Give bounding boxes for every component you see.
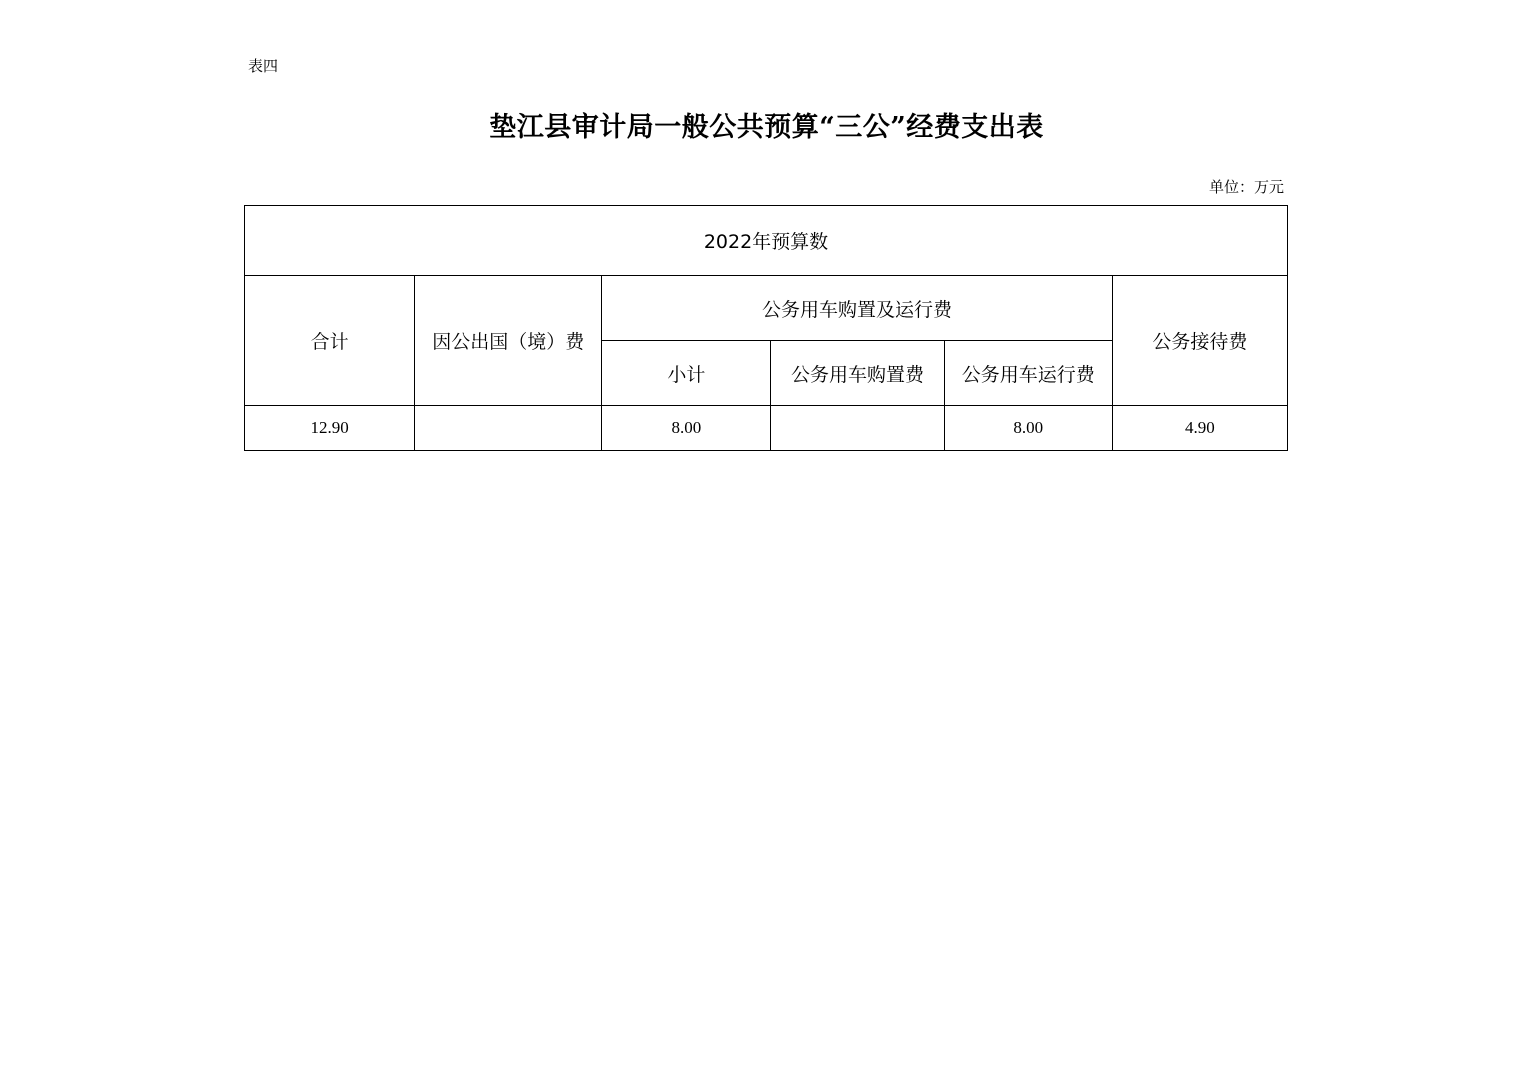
cell-total: 12.90 (245, 406, 415, 451)
unit-label: 单位：万元 (1208, 178, 1284, 196)
header-subtotal: 小计 (602, 341, 771, 406)
cell-vehicle-operation: 8.00 (944, 406, 1112, 451)
cell-vehicle-purchase (771, 406, 944, 451)
cell-subtotal: 8.00 (602, 406, 771, 451)
cell-reception: 4.90 (1112, 406, 1287, 451)
header-row-1 (245, 276, 1288, 341)
cell-overseas (415, 406, 602, 451)
table-row (245, 406, 1288, 451)
year-header-row (245, 206, 1288, 276)
header-overseas: 因公出国（境）费 (415, 276, 602, 406)
header-total: 合计 (245, 276, 415, 406)
year-header-cell: 2022年预算数 (245, 206, 1288, 276)
header-vehicle-group: 公务用车购置及运行费 (602, 276, 1112, 341)
header-reception: 公务接待费 (1112, 276, 1287, 406)
header-vehicle-operation: 公务用车运行费 (944, 341, 1112, 406)
header-vehicle-purchase: 公务用车购置费 (771, 341, 944, 406)
table-number-label: 表四 (248, 57, 279, 75)
page-title: 垫江县审计局一般公共预算“三公”经费支出表 (489, 112, 1044, 143)
three-public-expenses-table (244, 205, 1288, 451)
